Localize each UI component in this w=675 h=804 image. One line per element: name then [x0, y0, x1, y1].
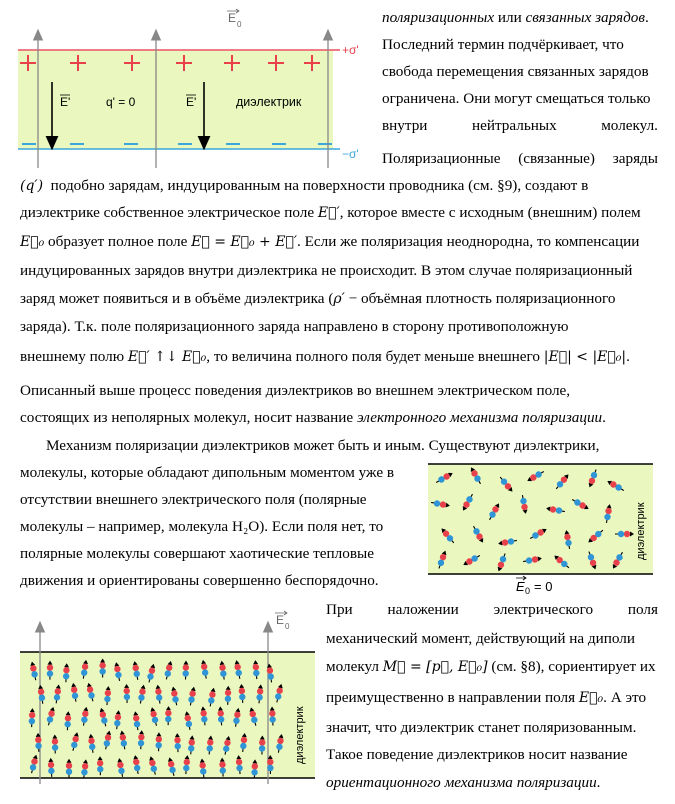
field-zero-caption	[516, 576, 552, 596]
svg-text:= 0: = 0	[534, 579, 553, 594]
svg-text:E: E	[228, 11, 237, 25]
text-line-27: Такое поведение диэлектриков носит название	[326, 746, 628, 763]
text-line-23: механический момент, действующий на диполи	[326, 630, 636, 647]
text-line-19: молекулы – например, молекула H₂O). Если поля нет, то	[20, 518, 384, 535]
text-line-12: заряда). Т.к. поле поляризационного заряда направлено в сторону противоположную	[20, 318, 569, 335]
text-line-18: отсутствии внешнего электрического поля (полярные	[20, 491, 367, 508]
text-line-15: состоящих из неполярных молекул, носит название электронного механизма поляризации.	[20, 409, 606, 426]
text-line-21: движения и ориентированы совершенно беспорядочно.	[20, 572, 379, 589]
svg-text:0: 0	[285, 622, 290, 631]
plus-sigma-label: +σ'	[342, 43, 359, 57]
text-line-22: При наложении электрического поля	[326, 601, 658, 618]
text-line-6: Поляризационные (связанные) заряды	[382, 150, 658, 167]
minus-sigma-label: −σ'	[342, 147, 359, 161]
svg-text:0: 0	[525, 586, 531, 596]
text-line-7: (q′) подобно зарядам, индуцированным на поверхности проводника (см. §9), создают в	[20, 177, 589, 194]
e-prime-label-mid: E'	[186, 95, 197, 109]
text-line-26: значит, что диэлектрик станет поляризованным.	[326, 719, 637, 736]
text-line-4: ограничена. Они могут смещаться только	[382, 90, 651, 107]
svg-text:E: E	[276, 613, 285, 627]
text-line-24: молекул M⃗ = [p⃗, E⃗₀] (см. §8), сориентирует их	[326, 658, 656, 675]
text-line-2: Последний термин подчёркивает, что	[382, 36, 624, 53]
text-line-11: заряд может появиться и в объёме диэлектрика (ρ′ − объёмная плотность поляризационного	[20, 290, 616, 307]
text-line-9: E⃗₀ образует полное поле E⃗ = E⃗₀ + E⃗′. Если же поляризация неоднородна, то компенсации	[20, 233, 640, 250]
q-prime-label: q' = 0	[106, 95, 136, 109]
figure-dielectric-plate	[0, 0, 370, 180]
text-line-16: Механизм поляризации диэлектриков может быть и иным. Существуют диэлектрики,	[46, 437, 600, 454]
e0-label	[227, 9, 242, 29]
text-line-17: молекулы, которые обладают дипольным моментом уже в	[20, 464, 395, 481]
dielectric-label-aligned: диэлектрик	[294, 706, 306, 764]
text-line-8: диэлектрике собственное электрическое поле E⃗′, которое вместе с исходным (внешним) полем	[20, 204, 641, 221]
figure-random-dipoles	[428, 464, 660, 594]
e-prime-label-left: E'	[60, 95, 71, 109]
text-line-13: внешнему полю E⃗′ ↑↓ E⃗₀, то величина полного поля будет меньше внешнего |E⃗| < |E⃗₀|.	[20, 348, 630, 365]
text-line-1: поляризационных или связанных зарядов.	[382, 9, 649, 26]
svg-text:E: E	[516, 579, 525, 594]
text-line-3: свобода перемещения связанных зарядов	[382, 63, 649, 80]
text-line-20: полярные молекулы совершают хаотические тепловые	[20, 545, 374, 562]
figure-aligned-dipoles	[0, 604, 320, 789]
text-line-10: индуцированных зарядов внутри диэлектрика не происходит. В этом случае поляризационный	[20, 262, 633, 279]
text-line-28: ориентационного механизма поляризации.	[326, 774, 601, 791]
text-line-14: Описанный выше процесс поведения диэлектриков во внешнем электрическом поле,	[20, 382, 571, 399]
text-line-5: внутри нейтральных молекул.	[382, 117, 658, 134]
dielectric-label-random: диэлектрик	[635, 502, 647, 560]
e0-label-aligned	[275, 611, 290, 631]
dielectric-label: диэлектрик	[236, 95, 302, 109]
text-line-25: преимущественно в направлении поля E⃗₀. А это	[326, 689, 647, 706]
svg-text:0: 0	[237, 20, 242, 29]
